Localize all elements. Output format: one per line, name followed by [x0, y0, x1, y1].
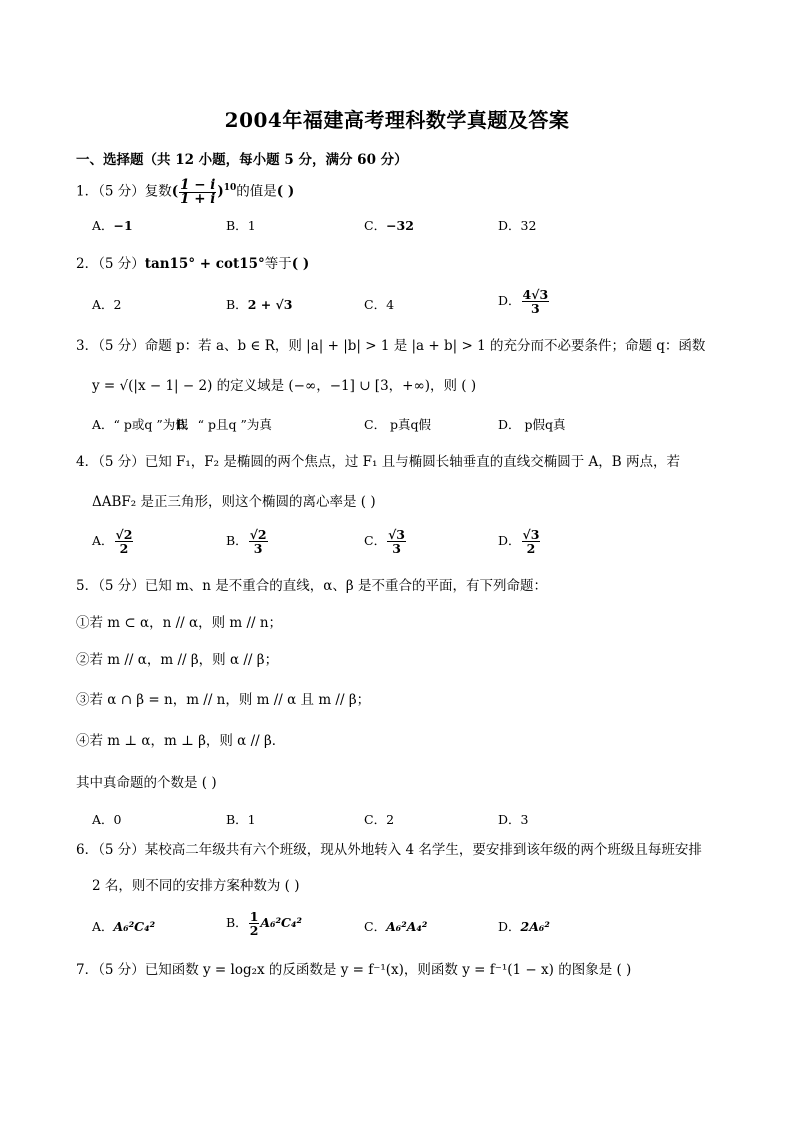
q4-option-a: A． $\frac{√2}{2}$ — [92, 527, 133, 556]
q6-option-b: B． $\frac{1}{2}$ A₆²C₄² — [226, 909, 302, 938]
q3-option-a: A．“ p或q ”为假 — [92, 417, 188, 432]
q2-expression: tan15° + cot15° — [144, 256, 265, 272]
q5-question: 其中真命题的个数是 ( ) — [76, 775, 217, 791]
q5-proposition-3: ③若 α ∩ β = n，m // n，则 m // α 且 m // β； — [76, 692, 371, 708]
question-2: 2．（5 分）tan15° + cot15°等于( ) — [76, 256, 310, 272]
q4-option-c: C． $\frac{√3}{3}$ — [364, 527, 405, 556]
q1-option-b: B．1 — [226, 218, 256, 233]
q1-option-c: C．−32 — [364, 218, 414, 233]
q6-option-a: A．A₆²C₄² — [92, 919, 156, 934]
question-4-line-1: 4．（5 分）已知 F₁，F₂ 是椭圆的两个焦点，过 F₁ 且与椭圆长轴垂直的直线交椭圆于 A，B 两点，若 — [76, 454, 680, 470]
q5-option-d: D．3 — [498, 812, 529, 827]
question-3-line-1: 3．（5 分）命题 p：若 a、b ∈ R，则 |a| + |b| > 1 是 |a + b| > 1 的充分而不必要条件；命题 q：函数 — [76, 338, 706, 354]
q4-option-b: B． $\frac{√2}{3}$ — [226, 527, 267, 556]
q2-option-c: C．4 — [364, 297, 395, 312]
question-6-line-2: 2 名，则不同的安排方案种数为 ( ) — [92, 878, 300, 894]
q1-suffix: 的值是 — [236, 183, 277, 200]
q2-option-a: A．2 — [92, 297, 122, 312]
q1-exponent: 10 — [223, 183, 237, 193]
section-heading: 一、选择题（共 12 小题，每小题 5 分，满分 60 分） — [76, 152, 408, 168]
question-4-line-2: ΔABF₂ 是正三角形，则这个椭圆的离心率是 ( ) — [92, 494, 376, 510]
q3-option-b: B．“ p且q ”为真 — [176, 417, 272, 432]
question-5-line-1: 5．（5 分）已知 m、n 是不重合的直线，α、β 是不重合的平面，有下列命题： — [76, 578, 548, 594]
q1-fraction: $\frac{1 - i}{1 + i}$ — [180, 176, 216, 207]
q5-proposition-1: ①若 m ⊂ α，n // α，则 m // n； — [76, 615, 283, 631]
q5-proposition-2: ②若 m // α，m // β，则 α // β； — [76, 652, 279, 668]
q2-option-b: B．2 + √3 — [226, 297, 293, 312]
page-title: 2004年福建高考理科数学真题及答案 — [224, 108, 570, 132]
q1-prefix: 1．（5 分）复数 — [76, 183, 172, 200]
q3-option-d: D． p假q真 — [498, 417, 566, 432]
q3-option-c: C． p真q假 — [364, 417, 432, 432]
q1-option-a: A．−1 — [92, 218, 133, 233]
q4-option-d: D． $\frac{√3}{2}$ — [498, 527, 540, 556]
q1-option-d: D．32 — [498, 218, 537, 233]
question-7-line-1: 7．（5 分）已知函数 y = log₂x 的反函数是 y = f⁻¹(x)，则函数 y = f⁻¹(1 − x) 的图象是 ( ) — [76, 962, 632, 978]
q5-option-c: C．2 — [364, 812, 395, 827]
question-6-line-1: 6．（5 分）某校高二年级共有六个班级，现从外地转入 4 名学生，要安排到该年级的两个班级且每班安排 — [76, 842, 702, 858]
q6-option-d: D．2A₆² — [498, 919, 550, 934]
question-1: 1．（5 分）复数( $\frac{1 - i}{1 + i}$ )$^{10}$的值是( ) — [76, 176, 295, 207]
q1-paren: ( ) — [276, 183, 295, 200]
q2-option-d: D． $\frac{4√3}{3}$ — [498, 287, 549, 316]
q5-option-b: B．1 — [226, 812, 256, 827]
question-3-line-2: y = √(|x − 1| − 2) 的定义域是 (−∞，−1] ∪ [3，+∞)，则 ( ) — [92, 378, 477, 394]
q6-option-c: C．A₆²A₄² — [364, 919, 428, 934]
q5-option-a: A．0 — [92, 812, 122, 827]
q5-proposition-4: ④若 m ⊥ α，m ⊥ β，则 α // β． — [76, 733, 286, 749]
